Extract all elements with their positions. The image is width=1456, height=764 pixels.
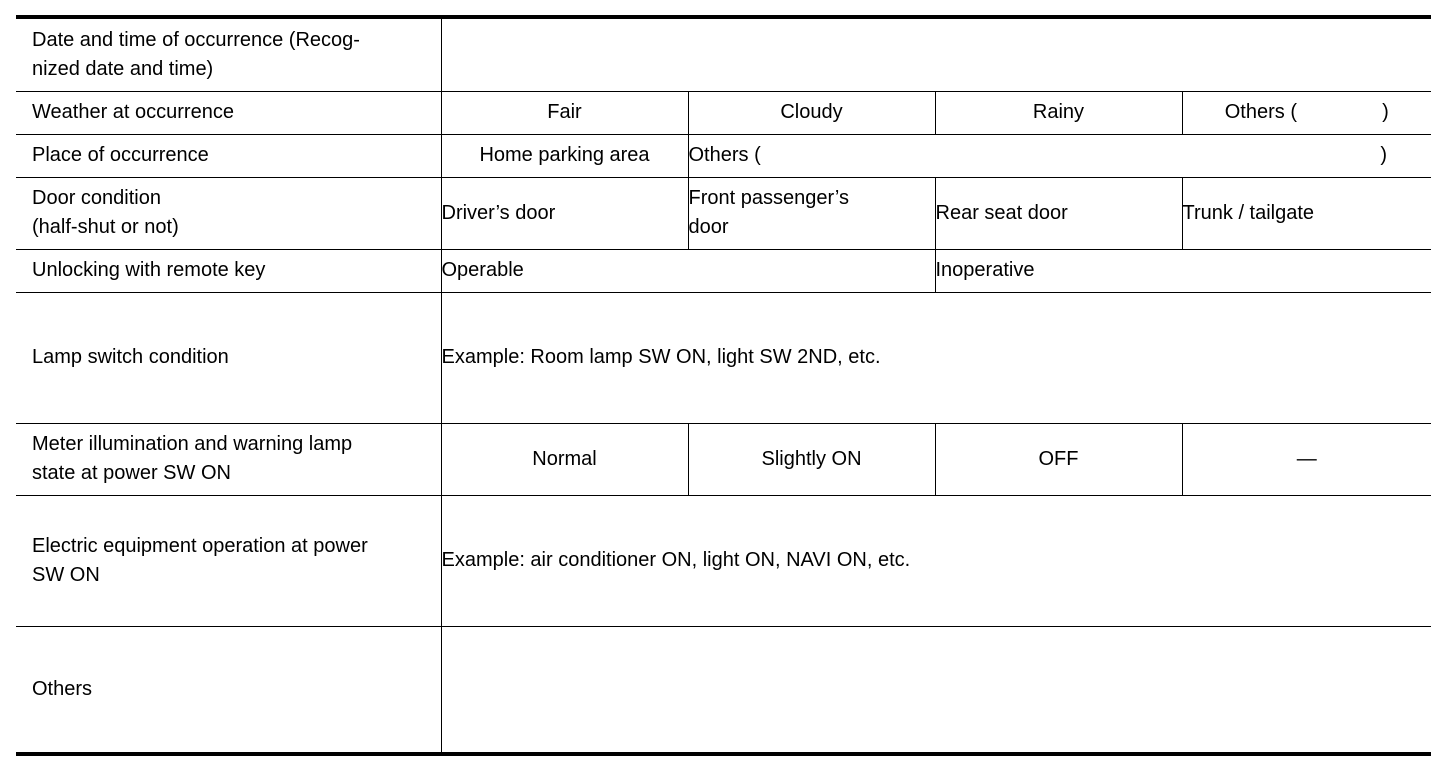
- label-door-line2: (half-shut or not): [32, 216, 179, 238]
- place-others-label: Others (: [688, 144, 761, 166]
- label-electric-line2: SW ON: [32, 563, 100, 586]
- option-weather-cloudy[interactable]: Cloudy: [688, 91, 935, 134]
- row-meter: [16, 423, 1431, 495]
- label-meter-line2: state at power SW ON: [32, 462, 231, 484]
- row-electric: [16, 495, 1431, 626]
- label-remote: Unlocking with remote key: [16, 249, 441, 292]
- label-weather: Weather at occurrence: [16, 91, 441, 134]
- label-electric: [16, 495, 441, 626]
- option-meter-normal[interactable]: Normal: [441, 423, 688, 495]
- option-door-trunk[interactable]: Trunk / tailgate: [1182, 177, 1431, 249]
- label-lamp: Lamp switch condition: [16, 292, 441, 423]
- option-remote-inoperative[interactable]: Inoperative: [935, 249, 1431, 292]
- label-others: Others: [16, 626, 441, 754]
- label-place: Place of occurrence: [16, 134, 441, 177]
- front-passenger-line2: door: [688, 216, 729, 238]
- label-date: [16, 17, 441, 91]
- row-place: [16, 134, 1431, 177]
- label-door-line1: Door condition: [32, 187, 161, 209]
- option-place-home[interactable]: Home parking area: [441, 134, 688, 177]
- value-date[interactable]: [441, 17, 1431, 91]
- option-weather-fair[interactable]: Fair: [441, 91, 688, 134]
- label-meter: [16, 423, 441, 495]
- value-lamp[interactable]: Example: Room lamp SW ON, light SW 2ND, etc.: [441, 292, 1431, 423]
- option-remote-operable[interactable]: Operable: [441, 249, 935, 292]
- option-meter-dash: —: [1182, 423, 1431, 495]
- option-door-driver[interactable]: Driver’s door: [441, 177, 688, 249]
- label-electric-line1: Electric equipment operation at power: [32, 534, 368, 557]
- label-meter-line1: Meter illumination and warning lamp: [32, 433, 353, 455]
- option-meter-slightly-on[interactable]: Slightly ON: [688, 423, 935, 495]
- place-others-close: ): [1380, 144, 1387, 166]
- label-door: [16, 177, 441, 249]
- label-date-line2: nized date and time): [32, 57, 214, 80]
- value-electric[interactable]: Example: air conditioner ON, light ON, NAVI ON, etc.: [441, 495, 1431, 626]
- row-weather: [16, 91, 1431, 134]
- value-others[interactable]: [441, 626, 1431, 754]
- row-date: [16, 17, 1431, 91]
- option-door-rear-seat[interactable]: Rear seat door: [935, 177, 1182, 249]
- row-door: [16, 177, 1431, 249]
- row-others: [16, 626, 1431, 754]
- label-date-line1: Date and time of occurrence (Recog-: [32, 28, 360, 51]
- front-passenger-line1: Front passenger’s: [688, 187, 849, 209]
- option-weather-others[interactable]: [1182, 91, 1431, 134]
- inquiry-sheet: [16, 15, 1431, 756]
- row-remote: [16, 249, 1431, 292]
- option-place-others[interactable]: [688, 134, 1431, 177]
- option-door-front-passenger[interactable]: [688, 177, 935, 249]
- weather-others-close: ): [1382, 101, 1389, 123]
- option-meter-off[interactable]: OFF: [935, 423, 1182, 495]
- row-lamp: [16, 292, 1431, 423]
- inquiry-table: [16, 15, 1431, 756]
- option-weather-rainy[interactable]: Rainy: [935, 91, 1182, 134]
- weather-others-label: Others (: [1224, 101, 1297, 123]
